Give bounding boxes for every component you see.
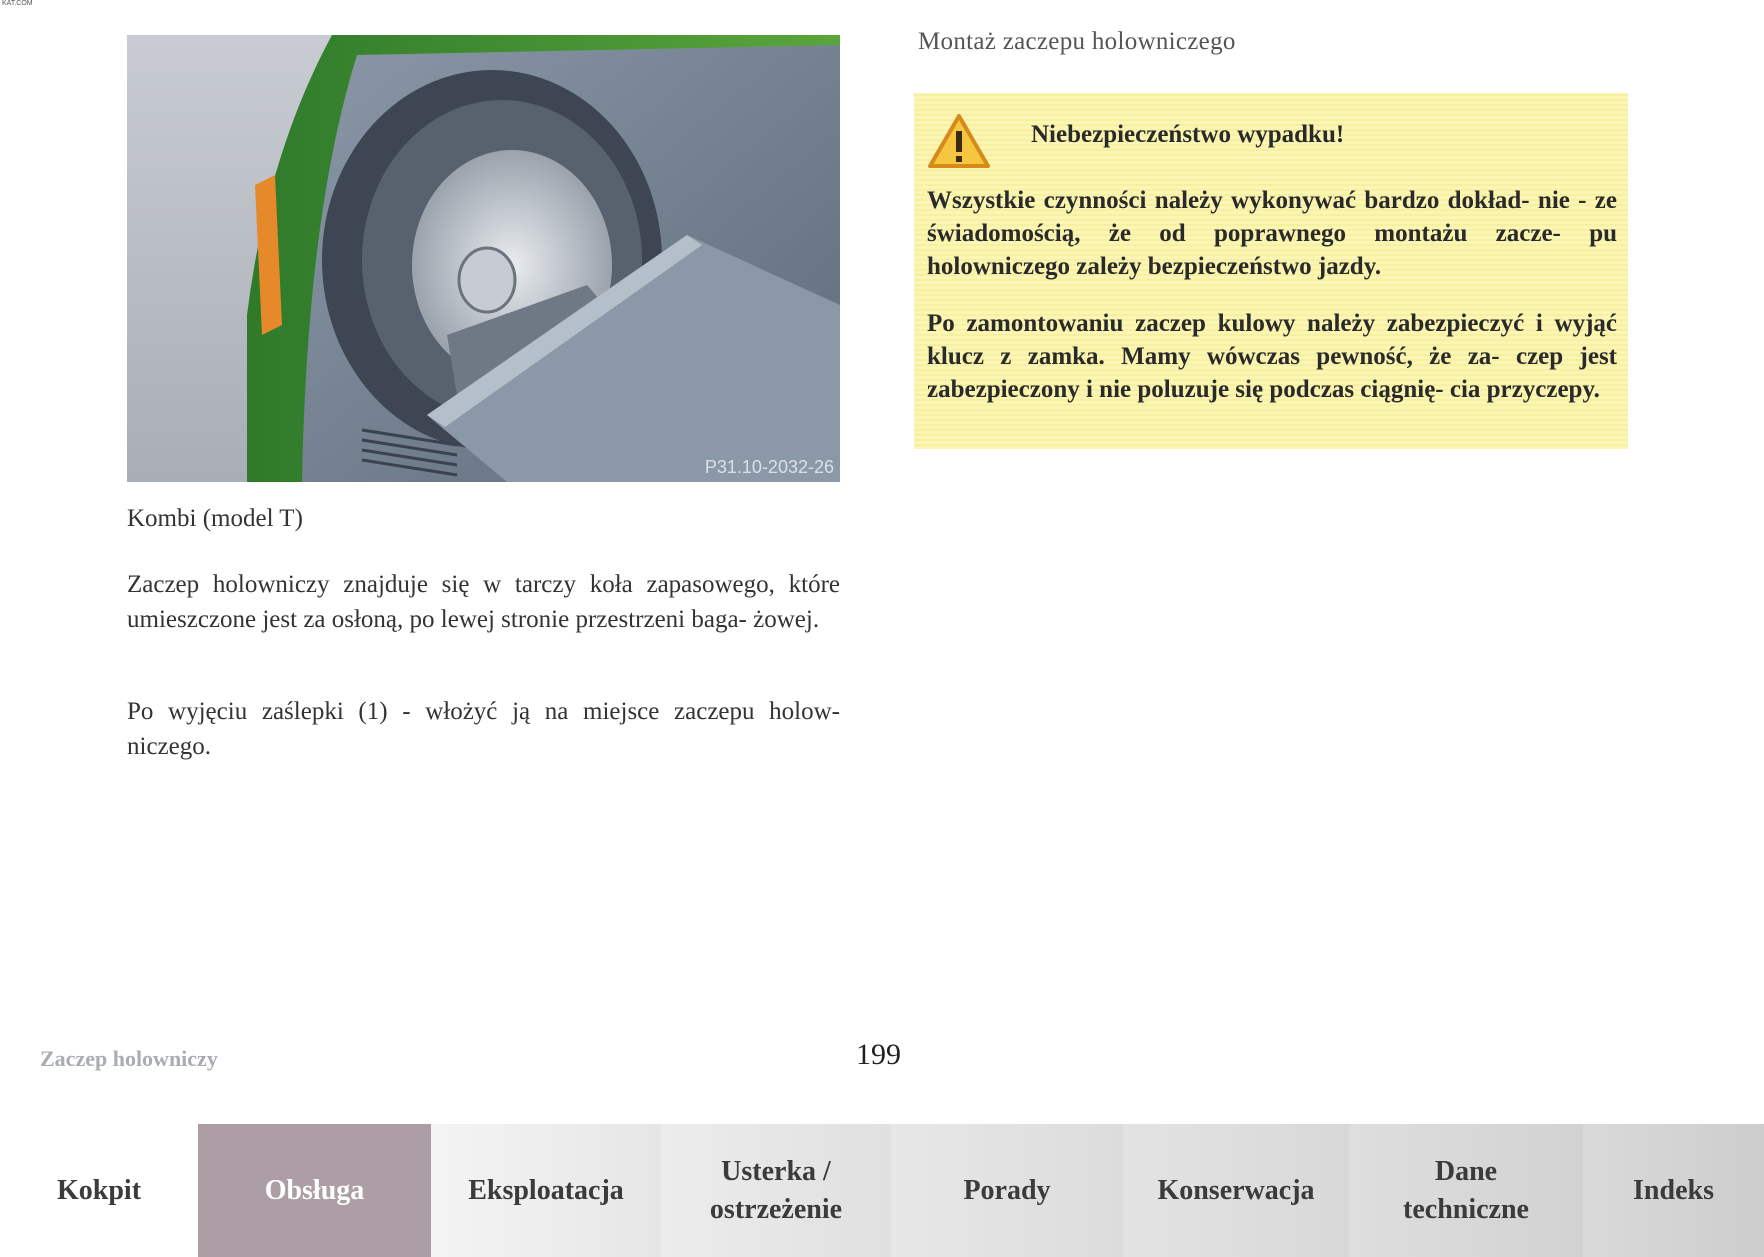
page-number: 199 [856, 1038, 901, 1071]
tab-eksploatacja[interactable]: Eksploatacja [431, 1124, 661, 1257]
tab-porady[interactable]: Porady [891, 1124, 1123, 1257]
footer-section-name: Zaczep holowniczy [40, 1046, 218, 1071]
tab-indeks[interactable]: Indeks [1583, 1124, 1764, 1257]
warning-title: Niebezpieczeństwo wypadku! [1031, 121, 1345, 148]
warning-paragraph: Po zamontowaniu zaczep kulowy należy zabezpieczyć i wyjąć klucz z zamka. Mamy wówczas pewność, że za- czep jest zabezpieczony i nie poluzuje się podczas ciągnię- cia przyczepy. [927, 310, 1617, 403]
chapter-nav-bar [0, 1124, 1764, 1257]
tab-konserwacja[interactable]: Konserwacja [1123, 1124, 1349, 1257]
tab-kokpit[interactable]: Kokpit [0, 1124, 198, 1257]
tab-obsluga[interactable]: Obsługa [198, 1124, 431, 1257]
illustration-code: P31.10-2032-26 [704, 457, 834, 477]
warning-paragraph: Wszystkie czynności należy wykonywać bardzo dokład- nie - ze świadomością, że od poprawnego montażu zacze- pu holowniczego zależy bezpieczeństwo jazdy. [927, 187, 1617, 280]
corner-watermark: KAT.COM [2, 0, 33, 7]
spare-wheel-illustration [127, 35, 840, 482]
tab-dane-techniczne[interactable]: Dane techniczne [1349, 1124, 1583, 1257]
body-paragraph: Po wyjęciu zaślepki (1) - włożyć ją na miejsce zaczepu holow- niczego. [127, 698, 840, 760]
warning-box [914, 93, 1628, 449]
tab-usterka[interactable]: Usterka / ostrzeżenie [661, 1124, 891, 1257]
warning-triangle-icon [927, 113, 991, 169]
section-title: Montaż zaczepu holowniczego [918, 28, 1236, 55]
body-paragraph: Zaczep holowniczy znajduje się w tarczy koła zapasowego, które umieszczone jest za osłoną, po lewej stronie przestrzeni baga- żowej. [127, 571, 840, 633]
figure-caption: Kombi (model T) [127, 505, 303, 532]
